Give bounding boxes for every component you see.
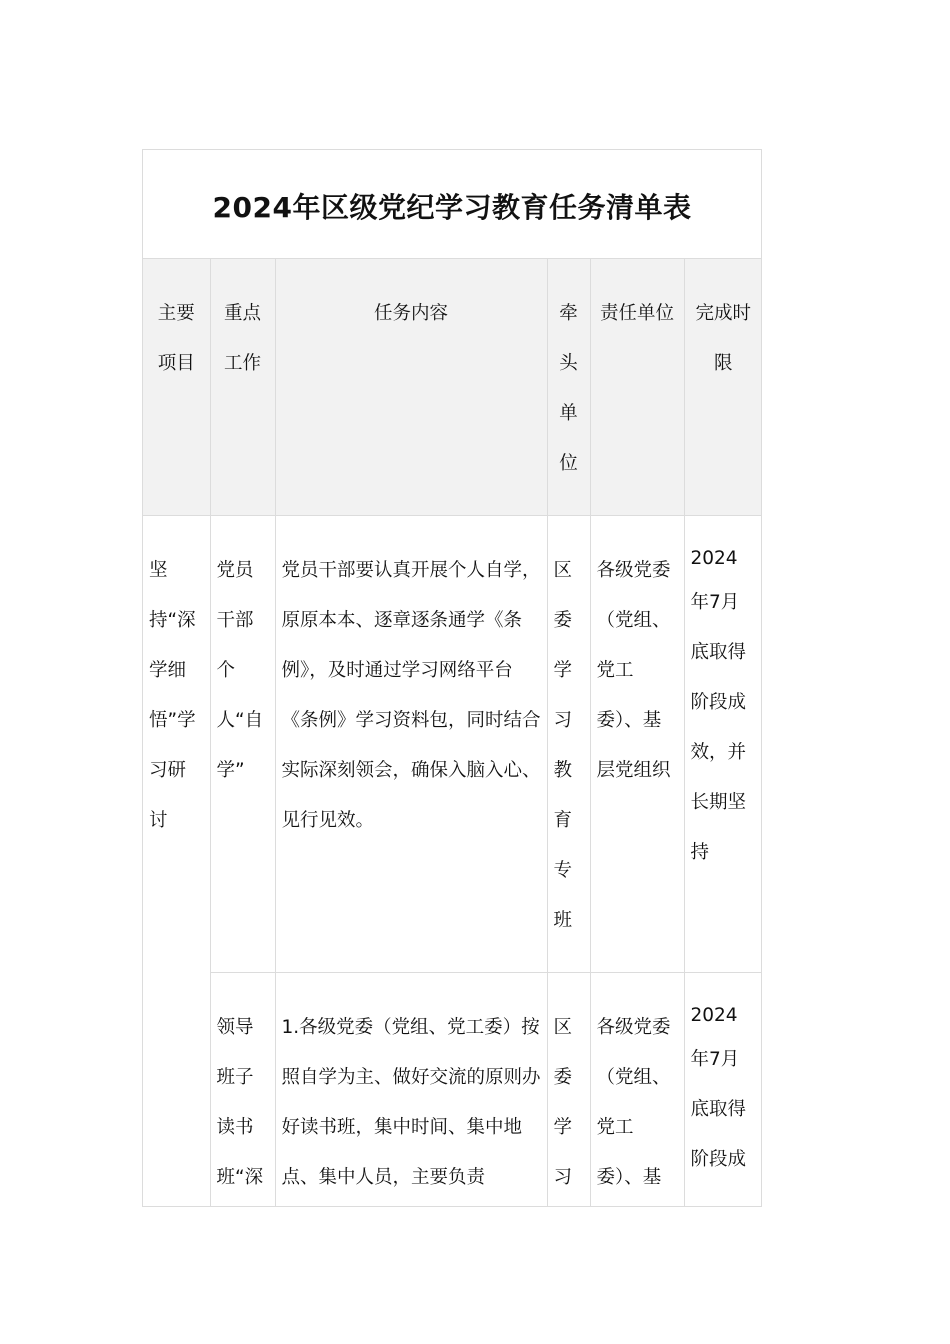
table-row [143,515,762,972]
header-key-work: 重点工作 [210,259,275,515]
deadline-cell [684,972,762,1207]
task-content-cell: 党员干部要认真开展个人自学，原原本本、逐章逐条通学《条例》，及时通过学习网络平台《条例》学习资料包，同时结合实际深刻领会，确保入脑入心、见行见效。 [275,515,547,972]
lead-unit-cell: 区委学习教育专班 [547,515,590,972]
lead-unit-cell: 区委学习 [547,972,590,1207]
key-work-cell: 党员干部个人“自学” [210,515,275,972]
header-main-item: 主要项目 [143,259,210,515]
deadline-text: 年7月底取得阶段成 [690,1048,747,1170]
deadline-year: 2024 [690,1004,738,1026]
table-row [143,972,762,1207]
title-row [143,150,761,259]
main-item-cell: 坚持“深学细悟”学习研讨 [143,515,210,1207]
deadline-text: 年7月底取得阶段成效，并长期坚持 [690,591,747,863]
deadline-cell [684,515,762,972]
task-content-cell: 1.各级党委（党组、党工委）按照自学为主、做好交流的原则办好读书班，集中时间、集中地点、集中人员，主要负责 [275,972,547,1207]
responsible-unit-cell: 各级党委（党组、党工委）、基层党组织 [590,515,684,972]
header-lead-unit: 牵头单位 [547,259,590,515]
header-deadline: 完成时限 [684,259,762,515]
header-task-content: 任务内容 [275,259,547,515]
key-work-cell: 领导班子读书班“深 [210,972,275,1207]
task-list-table [142,149,762,1207]
responsible-unit-cell: 各级党委（党组、党工委）、基 [590,972,684,1207]
deadline-year: 2024 [690,547,738,569]
task-table [143,259,762,1207]
document-title: 2024年区级党纪学习教育任务清单表 [212,191,692,224]
table-header-row [143,259,762,515]
header-responsible-unit: 责任单位 [590,259,684,515]
